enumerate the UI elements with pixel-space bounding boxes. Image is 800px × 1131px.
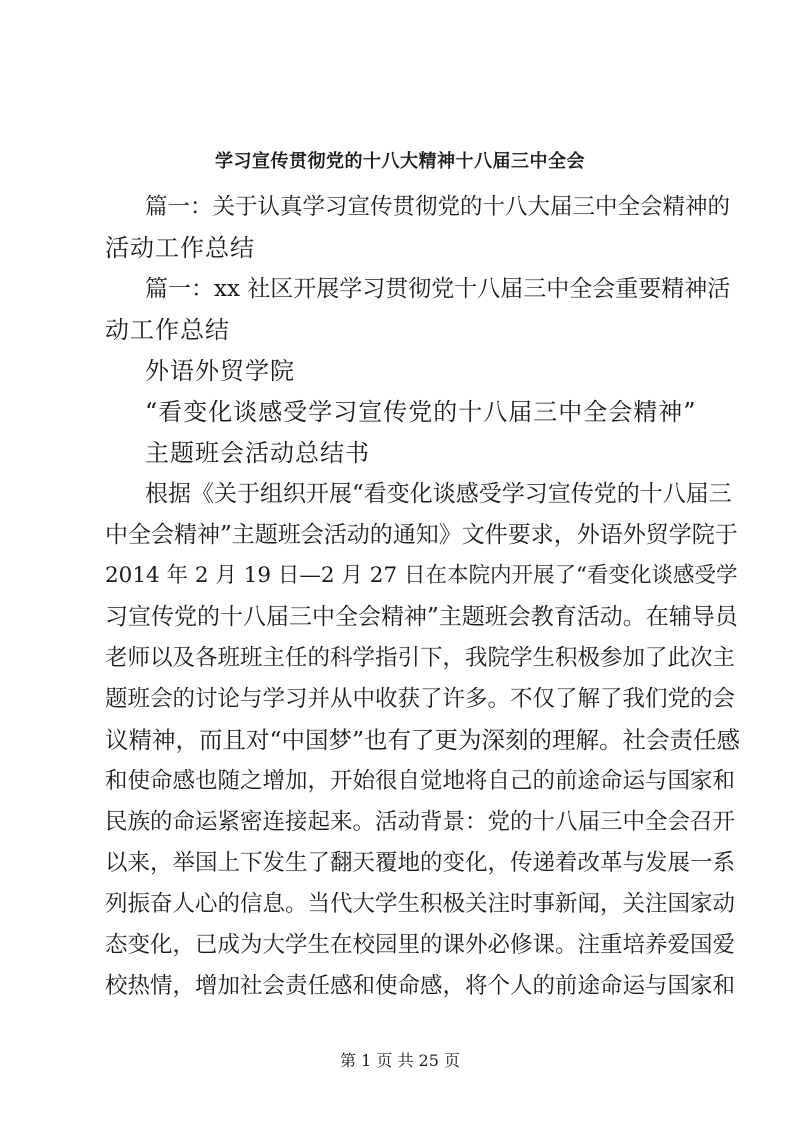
paragraph-line: 篇一：xx 社区开展学习贯彻党十八届三中全会重要精神活 [145,276,731,302]
paragraph-line: 动工作总结 [105,316,230,344]
paragraph-line: 习宣传党的十八届三中全会精神”主题班会教育活动。在辅导员 [105,604,738,630]
paragraph-line: 以来，举国上下发生了翻天覆地的变化，传递着改革与发展一系 [105,850,736,876]
paragraph-line: 老师以及各班班主任的科学指引下，我院学生积极参加了此次主 [105,645,736,671]
paragraph-line: 题班会的讨论与学习并从中收获了许多。不仅了解了我们党的会 [105,686,736,712]
paragraph-line: 校热情，增加社会责任感和使命感，将个人的前途命运与国家和 [105,973,736,999]
page-number-footer: 第 1 页 共 25 页 [340,1051,460,1070]
paragraph-line: 议精神，而且对“中国梦”也有了更为深刻的理解。社会责任感 [105,726,741,754]
paragraph-line: “看变化谈感受学习宣传党的十八届三中全会精神” [145,398,697,426]
paragraph-line: 篇一：关于认真学习宣传贯彻党的十八大届三中全会精神的 [145,194,731,220]
paragraph-line: 根据《关于组织开展“看变化谈感受学习宣传党的十八届三 [145,481,732,507]
paragraph-line: 活动工作总结 [105,234,255,262]
paragraph-line: 2014 年 2 月 19 日—2 月 27 日在本院内开展了“看变化谈感受学 [105,563,738,588]
paragraph-line: 中全会精神”主题班会活动的通知》文件要求，外语外贸学院于 [105,522,738,548]
document-title: 学习宣传贯彻党的十八大精神十八届三中全会 [215,151,585,172]
paragraph-line: 列振奋人心的信息。当代大学生积极关注时事新闻，关注国家动 [105,891,736,917]
paragraph-line: 主题班会活动总结书 [145,439,370,467]
paragraph-line: 和使命感也随之增加，开始很自觉地将自己的前途命运与国家和 [105,768,736,794]
paragraph-line: 民族的命运紧密连接起来。活动背景：党的十八届三中全会召开 [105,809,736,835]
paragraph-line: 态变化，已成为大学生在校园里的课外必修课。注重培养爱国爱 [105,932,736,958]
paragraph-line: 外语外贸学院 [145,357,295,385]
